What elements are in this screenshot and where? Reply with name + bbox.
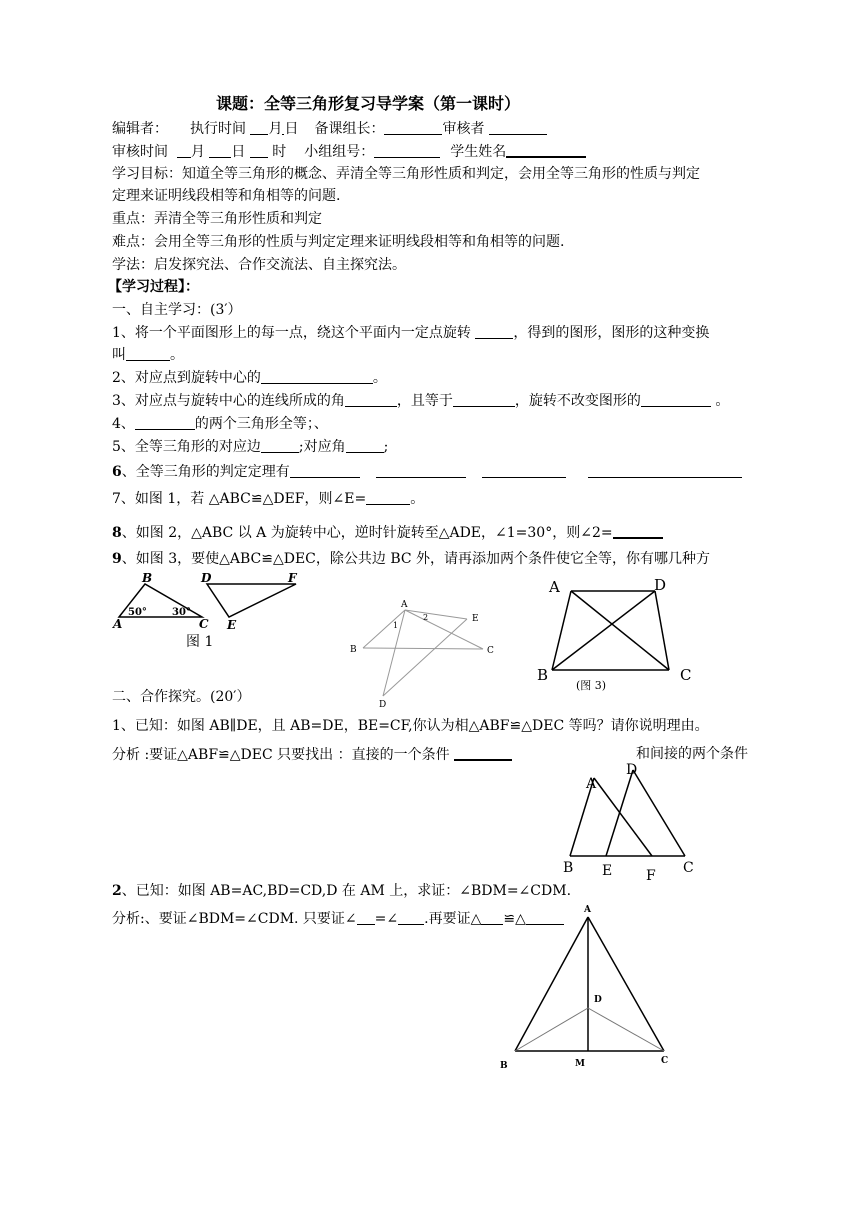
fig1-label-b: B	[142, 571, 153, 585]
question-5: 5、全等三角形的对应边 ;对应角 ;	[112, 439, 389, 455]
fig4-label-b: B	[563, 860, 574, 876]
fig2-angle-2: 2	[423, 613, 429, 622]
section2-heading: 二、合作探究。(20′）	[112, 689, 251, 705]
fig1-triangle-def	[207, 584, 296, 617]
fig4-label-c: C	[683, 860, 694, 876]
fig1-label-a: A	[113, 617, 123, 631]
question-7: 7、如图 1，若 △ABC≌△DEF，则∠E= 。	[112, 491, 425, 507]
fig2-label-d: D	[379, 700, 387, 710]
key-points: 重点：弄清全等三角形性质和判定	[112, 211, 322, 227]
q2-blank[interactable]	[261, 369, 373, 384]
p2-blank-2[interactable]	[398, 910, 424, 925]
fig2-label-b: B	[350, 645, 357, 655]
review-time-label: 审核时间	[112, 144, 168, 160]
problem-2: 2、已知：如图 AB=AC,BD=CD,D 在 AM 上，求证：∠BDM=∠CDM.	[112, 883, 572, 899]
fig4-label-e: E	[602, 863, 613, 879]
problem-2-analysis: 分析:、要证∠BDM=∠CDM. 只要证∠ =∠ .再要证△ ≌△	[112, 910, 564, 928]
fig4-label-d: D	[626, 762, 638, 778]
figure-5	[495, 900, 695, 1080]
group-no-label: 小组组号：	[304, 144, 375, 160]
q6-blank-2[interactable]	[376, 463, 466, 478]
q4-blank[interactable]	[135, 415, 195, 430]
group-leader-blank[interactable]	[384, 120, 442, 135]
q3-blank-3[interactable]	[641, 392, 711, 407]
fig2-label-c: C	[487, 646, 494, 656]
fig1-label-e: E	[227, 618, 237, 632]
p2-blank-1[interactable]	[357, 910, 375, 925]
q3-blank-1[interactable]	[345, 392, 397, 407]
problem-1: 1、已知：如图 AB∥DE，且 AB=DE，BE=CF,你认为相△ABF≌△DEC 等吗？请你说明理由。	[112, 718, 709, 734]
fig5-label-m: M	[575, 1059, 585, 1069]
q6-blank-4[interactable]	[588, 463, 742, 478]
fig3-caption: (图 3)	[576, 679, 607, 692]
objectives-line-1: 学习目标：知道全等三角形的概念、弄清全等三角形性质和判定，会用全等三角形的性质与判定	[112, 166, 700, 182]
header-line-1: 编辑者： 执行时间 月 日 备课组长： 审核者	[112, 120, 547, 138]
fig5-label-b: B	[500, 1061, 508, 1071]
fig5-label-d: D	[594, 995, 602, 1005]
figure-3	[530, 572, 710, 692]
editor-label: 编辑者：	[112, 121, 168, 137]
fig4-label-f: F	[646, 868, 656, 884]
q1-blank-2[interactable]	[126, 346, 170, 361]
fig1-label-d: D	[201, 571, 212, 585]
figure-2	[340, 596, 510, 716]
question-9: 9、如图 3，要使△ABC≌△DEC，除公共边 BC 外，请再添加两个条件使它全等，你有哪几种方	[112, 551, 711, 567]
fig3-label-b: B	[537, 666, 549, 684]
header-line-2: 审核时间 月 日 时 小组组号： 学生姓名	[112, 142, 586, 161]
fig2-angle-1: 1	[393, 621, 399, 630]
question-1-line-2: 叫 。	[112, 347, 184, 363]
q7-blank[interactable]	[366, 490, 410, 505]
process-heading: 【学习过程】：	[108, 279, 199, 295]
exec-month-blank[interactable]	[250, 120, 268, 135]
fig3-label-a: A	[549, 578, 560, 596]
q1-blank-1[interactable]	[475, 324, 513, 339]
fig1-label-f: F	[288, 571, 297, 585]
question-8: 8、如图 2，△ABC 以 A 为旋转中心，逆时针旋转至△ADE，∠1=30°，则∠2=	[112, 523, 663, 542]
fig4-label-a: A	[586, 776, 597, 792]
fig5-label-a: A	[584, 905, 591, 915]
difficulty: 难点：会用全等三角形的性质与判定定理来证明线段相等和角相等的问题.	[112, 234, 565, 250]
page-title: 课题：全等三角形复习导学案（第一课时）	[216, 94, 521, 113]
q3-blank-2[interactable]	[453, 392, 515, 407]
section1-heading: 一、自主学习：(3′）	[112, 302, 242, 318]
fig1-angle-c: 30°	[172, 607, 191, 618]
review-hour-blank[interactable]	[250, 143, 268, 158]
q5-blank-1[interactable]	[261, 438, 299, 453]
question-3: 3、对应点与旋转中心的连线所成的角 ，且等于 ，旋转不改变图形的 。	[112, 393, 730, 409]
fig5-label-c: C	[661, 1056, 669, 1066]
fig3-label-c: C	[680, 666, 692, 684]
learning-methods: 学法：启发探究法、合作交流法、自主探究法。	[112, 257, 406, 273]
reviewer-label: 审核者	[442, 121, 485, 137]
question-6: 6、全等三角形的判定定理有	[112, 463, 742, 481]
q6-blank-3[interactable]	[482, 463, 566, 478]
group-leader-label: 备课组长：	[314, 121, 385, 137]
p1-direct-blank[interactable]	[454, 745, 512, 761]
problem-1-analysis: 分析 :要证△ABF≌△DEC 只要找出 ：直接的一个条件 和间接的两个条件	[112, 746, 748, 763]
reviewer-blank[interactable]	[489, 120, 547, 135]
fig2-label-e: E	[472, 614, 479, 624]
student-name-label: 学生姓名	[450, 144, 507, 160]
fig2-label-a: A	[401, 600, 408, 610]
group-no-blank[interactable]	[374, 143, 440, 158]
question-2: 2、对应点到旋转中心的 。	[112, 370, 387, 386]
q6-blank-1[interactable]	[290, 463, 360, 478]
q5-blank-2[interactable]	[346, 438, 384, 453]
fig3-label-d: D	[654, 576, 667, 594]
fig1-angle-a: 50°	[128, 607, 147, 618]
objectives-line-2: 定理来证明线段相等和角相等的问题.	[112, 188, 341, 204]
exec-time-label: 执行时间	[190, 121, 246, 137]
figure-4	[555, 760, 715, 885]
fig1-label-c: C	[199, 617, 209, 631]
question-1-line-1: 1、将一个平面图形上的每一点，绕这个平面内一定点旋转 ，得到的图形，图形的这种变换	[112, 325, 710, 341]
review-month-blank[interactable]	[177, 143, 191, 158]
q8-blank[interactable]	[613, 523, 663, 539]
question-4: 4、 的两个三角形全等；、	[112, 416, 328, 432]
student-name-blank[interactable]	[506, 142, 586, 158]
fig1-caption: 图 1	[186, 634, 214, 650]
figure-1	[110, 570, 310, 650]
review-day-blank[interactable]	[209, 143, 231, 158]
